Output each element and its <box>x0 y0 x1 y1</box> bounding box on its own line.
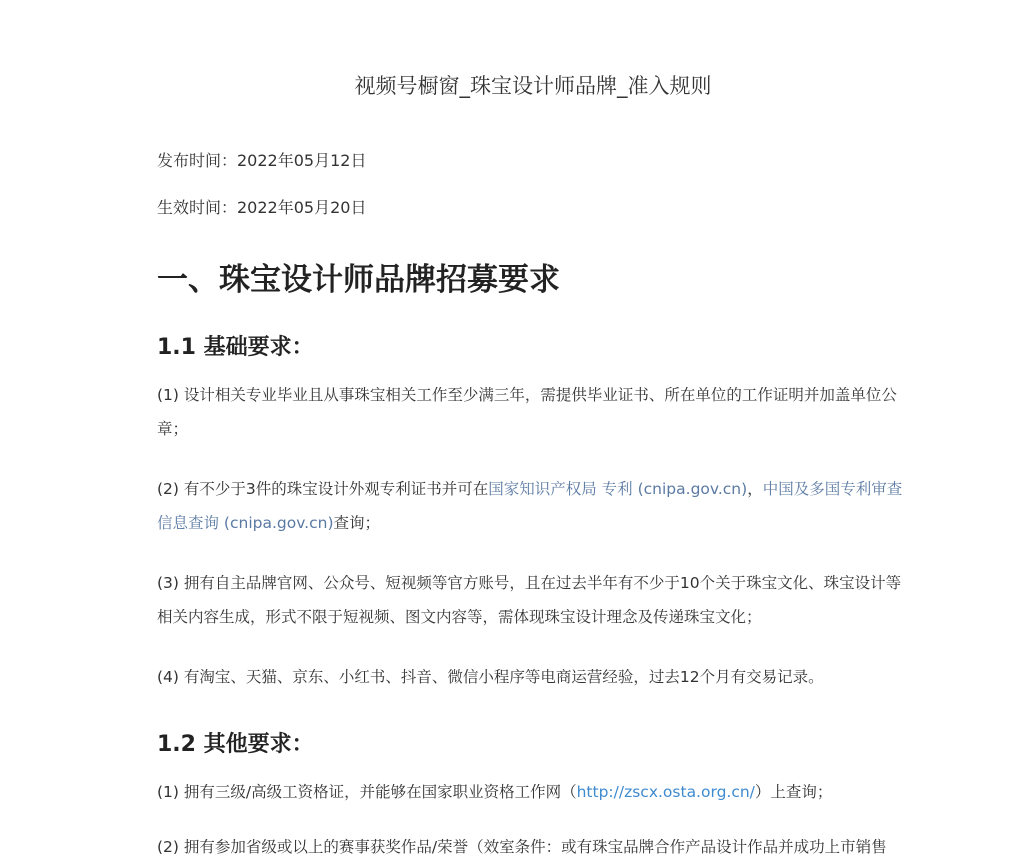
cnipa-patent-search-link[interactable]: 中国及多国专利审查信息查询 (cnipa.gov.cn) <box>157 480 903 532</box>
other-requirement-1-prefix: (1) 拥有三级/高级工资格证，并能够在国家职业资格工作网（ <box>157 783 577 801</box>
requirement-2-suffix: 查询； <box>333 514 381 532</box>
other-requirement-1-suffix: ）上查询； <box>754 783 833 801</box>
requirement-2-separator: ， <box>747 480 763 498</box>
other-requirement-1 <box>157 775 909 809</box>
requirement-2-prefix: (2) 有不少于3件的珠宝设计外观专利证书并可在 <box>157 480 489 498</box>
other-requirement-2: (2) 拥有参加省级或以上的赛事获奖作品/荣誉（效室条件：或有珠宝品牌合作产品设计作品并成功上市销售 <box>157 838 887 856</box>
effective-time: 生效时间：2022年05月20日 <box>157 198 367 217</box>
page-title: 视频号橱窗_珠宝设计师品牌_准入规则 <box>354 74 712 98</box>
osta-query-link[interactable]: http://zscx.osta.org.cn/ <box>576 783 755 801</box>
basic-requirement-4: (4) 有淘宝、天猫、京东、小红书、抖音、微信小程序等电商运营经验，过去12个月有交易记录。 <box>157 668 824 686</box>
subsection-heading-other: 1.2 其他要求： <box>157 732 314 757</box>
publish-time: 发布时间：2022年05月12日 <box>157 151 367 170</box>
cnipa-patent-link[interactable]: 国家知识产权局 专利 (cnipa.gov.cn) <box>488 480 748 498</box>
basic-requirement-3: (3) 拥有自主品牌官网、公众号、短视频等官方账号，且在过去半年有不少于10个关于珠宝文化、珠宝设计等相关内容生成，形式不限于短视频、图文内容等，需体现珠宝设计理念及传递珠宝文化； <box>157 574 902 626</box>
subsection-heading-basic: 1.1 基础要求： <box>157 335 314 360</box>
basic-requirement-2 <box>157 472 909 540</box>
basic-requirement-1: (1) 设计相关专业毕业且从事珠宝相关工作至少满三年，需提供毕业证书、所在单位的工作证明并加盖单位公章； <box>157 386 897 438</box>
section-heading-recruitment: 一、珠宝设计师品牌招募要求 <box>157 262 560 298</box>
